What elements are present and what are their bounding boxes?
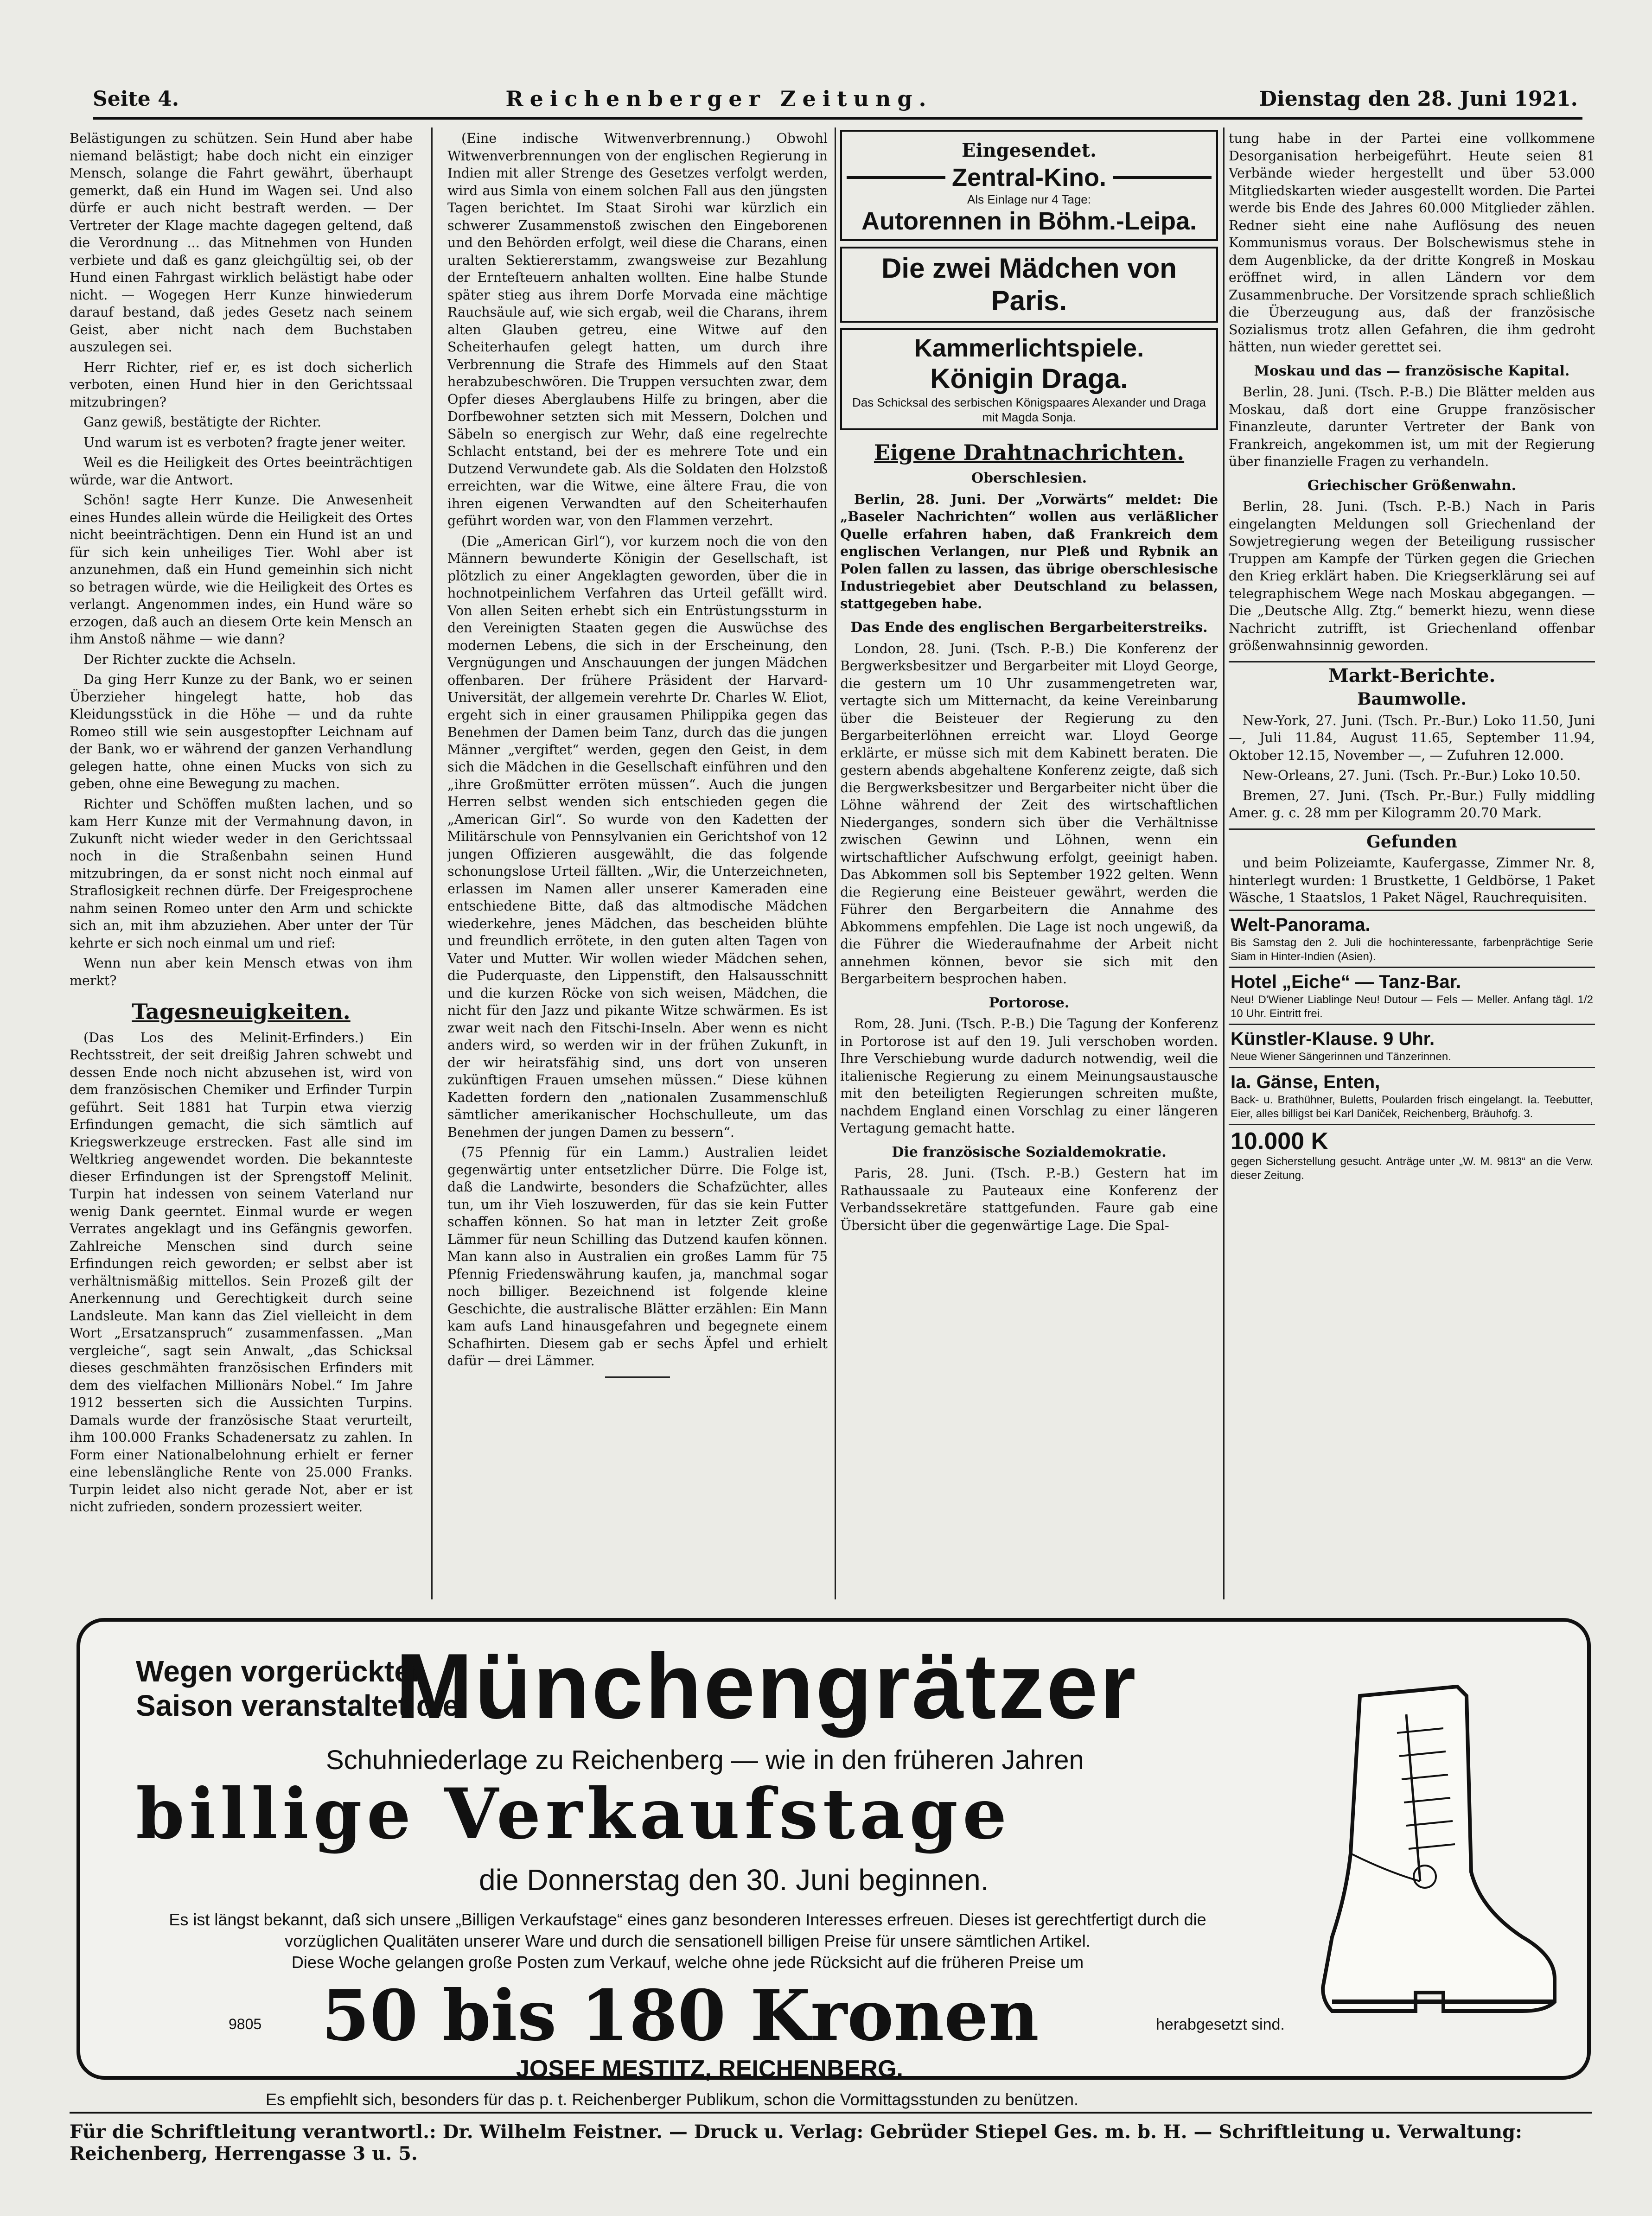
market-subtitle: Baumwolle. — [1357, 689, 1467, 709]
ad-code: 9805 — [229, 2016, 262, 2032]
film-ad — [840, 247, 1218, 323]
ad-body-text: Diese Woche gelangen große Posten zum Verkauf, welche ohne jede Rücksicht auf die früheren Preise um — [291, 1953, 1084, 1972]
small-ad-title: Hotel „Eiche“ — Tanz-Bar. — [1231, 971, 1461, 992]
small-ad — [1229, 1024, 1595, 1067]
news-item: Rom, 28. Juni. (Tsch. P.-B.) Die Tagung der Konferenz in Portorose ist auf den 19. Juli verschoben worden. Ihre Verschiebung wurde dadurch notwendig, weil die italienische Regierung zu einem Meinungsaustausche mit den beteiligten Regierungen schreiten mußte, nachdem England einen Vorschlag zu einer längeren Vertagung gemacht hatte. — [840, 1016, 1218, 1136]
small-ad-text: Neu! D'Wiener Liablinge Neu! Dutour — Fels — Meller. Anfang tägl. 1/2 10 Uhr. Eintritt frei. — [1231, 993, 1593, 1020]
news-item: Berlin, 28. Juni. (Tsch. P.-B.) Nach in Paris eingelangten Meldungen soll Griechenland der Sowjetregierung wegen der Beteiligung russischer Truppen am Kampfe der Türken gegen die Griechen den Krieg erklärt haben. Die Kriegserklärung sei auf telegraphischem Wege nach Moskau abgegangen. — Die „Deutsche Allg. Ztg.“ bemerkt hiezu, wenn diese Nachricht zutrifft, ist Griechenland offenbar größenwahnsinnig geworden. — [1229, 499, 1595, 653]
news-item: tung habe in der Partei eine vollkommene Desorganisation herbeigeführt. Heute seien 81 Verbände wieder hergestellt und über 53.000 Mitgliedskarten wieder ausgestellt worden. Die Partei werde bis Ende des Jahres 60.000 Mitglieder zählen. Redner sieht eine nahe Auflösung des neuen Kommunismus voraus. Der Bolschewismus stehe in dem Augenblicke, da der dritte Kongreß in Moskau eröffnet wird, in allen Ländern vor dem Zusammenbruche. Der Vorsitzende sprach schließlich die Überzeugung aus, daß der französische Sozialismus trotz allen Gefahren, die ihm gedroht hätten, nun wieder gerettet sei. — [1229, 131, 1595, 355]
ad-brand: Münchengrätzer — [395, 1635, 1138, 1738]
ad-intro-line: Wegen vorgerückter — [136, 1655, 422, 1688]
small-ad — [1229, 1124, 1595, 1185]
small-ad-text: Neue Wiener Sängerinnen und Tänzerinnen. — [1231, 1050, 1451, 1063]
ad-body-text: Es ist längst bekannt, daß sich unsere „Billigen Verkaufstage“ eines ganz besonderen Interesses erfreuen. Dieses ist gerechtfertigt durch die vorzüglichen Qualitäten unserer Ware und durch die sensationell billigen Preise für unsere sämtlichen Artikel. — [169, 1910, 1206, 1950]
masthead — [93, 83, 1578, 115]
small-ad-text: Back- u. Brathühner, Buletts, Poularden frisch eingelangt. Ia. Teebutter, Eier, alles billigst bei Karl Daniček, Reichenberg, Bräuhofg. 3. — [1231, 1093, 1593, 1120]
found-text: und beim Polizeiamte, Kaufergasse, Zimmer Nr. 8, hinterlegt wurden: 1 Brustkette, 1 Geldbörse, 1 Paket Wäsche, 1 Staatslos, 1 Paket Nägel, Rauchrequisiten. — [1229, 855, 1595, 905]
small-ad-title: Ia. Gänse, Enten, — [1231, 1071, 1380, 1092]
ad-date: die Donnerstag den 30. Juni beginnen. — [479, 1863, 989, 1897]
cinema-ad — [840, 130, 1218, 241]
news-item: Paris, 28. Juni. (Tsch. P.-B.) Gestern hat im Rathaussaale zu Pauteaux eine Konferenz der Verbandssekretäre stattgefunden. Faure gab eine Übersicht über die gegenwärtige Lage. Die Spal- — [840, 1165, 1218, 1233]
cinema-film: Autorennen in Böhm.-Leipa. — [861, 207, 1197, 235]
item-head: Oberschlesien. — [971, 470, 1087, 486]
item-head: Moskau und das — französische Kapital. — [1254, 363, 1570, 379]
paragraph: Der Richter zuckte die Achseln. — [83, 651, 296, 667]
small-ad — [1229, 967, 1595, 1024]
small-ad — [1229, 1067, 1595, 1124]
footer-rule — [70, 2112, 1592, 2114]
small-ad-title: 10.000 K — [1231, 1127, 1329, 1155]
news-item: Berlin, 28. Juni. Der „Vorwärts“ meldet: Die „Baseler Nachrichten“ wollen aus verläßlicher Quelle erfahren haben, daß Frankreich dem englischen Verlangen, nur Pleß und Rybnik an Polen fallen zu lassen, das übrige oberschlesische Industriegebiet aber Deutschland zu belassen, stattgegeben habe. — [840, 491, 1218, 611]
item-head: Griechischer Größenwahn. — [1307, 477, 1517, 494]
ad-header: Eingesendet. — [961, 140, 1097, 161]
imprint: Für die Schriftleitung verantwortl.: Dr. Wilhelm Feistner. — Druck u. Verlag: Gebrüder Stiepel Ges. m. b. H. — Schriftleitung u. Verwaltung: Reichenberg, Herrengasse 3 u. 5. — [70, 2121, 1522, 2165]
market-item: Bremen, 27. Juni. (Tsch. Pr.-Bur.) Fully middling Amer. g. c. 28 mm per Kilogramm 20.70 Mark. — [1229, 788, 1595, 821]
cinema-note: Als Einlage nur 4 Tage: — [967, 192, 1091, 206]
kammer-desc: Das Schicksal des serbischen Königspaares Alexander und Draga mit Magda Sonja. — [852, 395, 1206, 424]
ad-subtitle: Schuhniederlage zu Reichenberg — wie in den früheren Jahren — [326, 1745, 1084, 1775]
boot-illustration-icon — [1304, 1677, 1564, 2057]
column-divider — [835, 127, 836, 1599]
news-item: (Die „American Girl“), vor kurzem noch die von den Männern bewunderte Königin der Gesellschaft, ist plötzlich zu einer Angeklagten geworden, über die in hochnotpeinlichem Verfahren das Urteil gefällt wird. Von allen Seiten erhebt sich ein Entrüstungssturm in den Vereinigten Staaten gegen die Auswüchse des modernen Lebens, die sich in der Erscheinung, den Vergnügungen und Anschauungen der jungen Mädchen offenbaren. Der frühere Präsident der Harvard-Universität, der allgemein verehrte Dr. Charles W. Eliot, ergeht sich in einer grausamen Philippika gegen das Benehmen der Damen beim Tanz, durch das die jungen Männer „vergiftet“ werden, gegen den Geist, in dem sich die Mädchen in die Gesellschaft einführen und den „ihre Großmütter erröten müssen“. Auch die jungen Herren selbst wenden sich entschieden gegen die „American Girl“. So wurde von den Kadetten der Militärschule von Pennsylvanien ein Gerichtshof von 12 jungen Offizieren ausgewählt, die das folgende schonungslose Urteil fällten. „Wir, die Unterzeichneten, erlassen im Namen aller unserer Kameraden eine entschiedene Bitte, daß das altmodische Mädchen wiederkehre, jenes Mädchen, das bescheiden blühte und freundlich errötete, in den guten alten Tagen von Vater und Mutter. Wir wollen wieder Mädchen sehen, die Puderquaste, den Lippenstift, den Halsausschnitt und die kurzen Röcke von sich weisen, Mädchen, die nicht für den Jazz und pikante Witze schwärmen. Es ist zwar weit nach den Fitschi-Inseln. Aber wenn es nicht anders wird, so werden wir in der frühen Zukunft, in der wir heiratsfähig sind, uns dort von unseren zukünftigen Frauen umsehen müssen.“ Diese kühnen Kadetten fordern den „nationalen Zusammenschluß sämtlicher amerikanischer Hochschulleute, um das Benehmen der jungen Damen zu bessern“. — [447, 533, 828, 1140]
column-divider — [431, 127, 433, 1599]
column-3 — [840, 130, 1218, 1604]
cinema-name: Zentral-Kino. — [847, 163, 1212, 192]
column-1 — [70, 130, 413, 1604]
kammer-name: Kammerlichtspiele. — [914, 334, 1144, 362]
market-item: New-York, 27. Juni. (Tsch. Pr.-Bur.) Loko 11.50, Juni —, Juli 11.84, August 11.65, September 11.94, Oktober 12.15, November —, — Zufuhren 12.000. — [1229, 713, 1595, 763]
small-ad — [1229, 910, 1595, 967]
ad-reduced: herabgesetzt sind. — [1156, 2016, 1285, 2033]
small-ad-text: Bis Samstag den 2. Juli die hochinteressante, farbenprächtige Serie Siam in Hinter-Indien (Asien). — [1231, 936, 1593, 963]
item-head: Portorose. — [989, 994, 1070, 1011]
masthead-rule — [93, 117, 1582, 120]
paragraph: Ganz gewiß, bestätigte der Richter. — [83, 414, 321, 430]
paragraph: Da ging Herr Kunze zu der Bank, wo er seinen Überzieher hingelegt hatte, hob das Kleidungsstück in die Höhe — und da ruhte Romeo still wie sein ausgestopfter Leichnam auf der Bank, wo er während der ganzen Verhandlung gelegen hatte, ohne einen Mucks von sich zu geben, ohne eine Bewegung zu machen. — [70, 672, 413, 791]
ad-price: 50 bis 180 Kronen — [321, 1975, 1039, 2057]
news-item: (Eine indische Witwenverbrennung.) Obwohl Witwenverbrennungen von der englischen Regierung in Indien mit aller Strenge des Gesetzes verfolgt werden, wird aus Simla von einem solchen Fall aus den jüngsten Tagen berichtet. Im Staat Sirohi war kürzlich ein schwerer Zusammenstoß zwischen den Eingeborenen und den Behörden erfolgt, weil diese die Charans, einen uralten Sektiererstamm, zwangsweise zur Bezahlung der Ernteſteuern anhalten wollten. Eine halbe Stunde später stieg aus ihrem Dorfe Morvada eine mächtige Rauchsäule auf, wie sich ergab, weil die Charans, ihrem alten Glauben getreu, eine Witwe auf den Scheiterhaufen gelegt hatten, um durch ihre Verbrennung die Strafe des Himmels auf den Staat herabzubeschwören. Die Truppen versuchten zwar, dem Opfer dieses Aberglaubens Hilfe zu bringen, aber die Dorfbewohner setzten sich mit Messern, Dolchen und Säbeln so energisch zur Wehr, daß eine regelrechte Schlacht entstand, bei der es mehrere Tote und ein Dutzend Verwundete gab. Als die Soldaten den Holzstoß erreichten, war die Witwe, eine ältere Frau, die von ihren eigenen Verwandten auf den Scheiterhaufen geführt worden war, von den Flammen verzehrt. — [447, 131, 828, 529]
paragraph: Schön! sagte Herr Kunze. Die Anwesenheit eines Hundes allein würde die Heiligkeit des Ortes nicht beeinträchtigen. Denn ein Hund ist an und für sich kein unheiliges Tier. Wohl aber ist anzunehmen, daß ein Hund gemeinhin sich nicht so betragen würde, wie die Heiligkeit des Ortes es verlangt. Angenommen indes, ein Hund wäre so erzogen, daß auch an diesem Orte kein Mensch an ihm Anstoß nähme — wie dann? — [70, 492, 413, 647]
found-title: Gefunden — [1229, 828, 1595, 851]
paragraph: Weil es die Heiligkeit des Ortes beeinträchtigen würde, war die Antwort. — [70, 455, 413, 488]
end-rule — [605, 1376, 670, 1378]
news-item: (75 Pfennig für ein Lamm.) Australien leidet gegenwärtig unter entsetzlicher Dürre. Die Folge ist, daß die Landwirte, besonders die Schafzüchter, alles tun, um ihr Vieh loszuwerden, für das sie kein Futter schaffen können. So hat man in letzter Zeit große Lämmer für neun Schilling das Dutzend kaufen können. Man kann also in Australien ein großes Lamm für 75 Pfennig Friedenswährung kaufen, ja, manchmal sogar noch billiger. Bezeichnend ist folgende kleine Geschichte, die australische Blätter erzählen: Ein Mann kam aufs Land hinausgefahren und begegnete einem Schafhirten. Diesem gab er sechs Äpfel und erhielt dafür — drei Lämmer. — [447, 1145, 828, 1369]
small-ad-title: Welt-Panorama. — [1231, 914, 1371, 935]
market-title: Markt-Berichte. — [1229, 661, 1595, 685]
paragraph: Herr Richter, rief er, es ist doch sicherlich verboten, einen Hund hier in den Gerichtssaal mitzubringen? — [70, 359, 413, 410]
column-divider — [1223, 127, 1225, 1599]
section-title: Eigene Drahtnachrichten. — [874, 439, 1185, 465]
ad-footer: Es empfiehlt sich, besonders für das p. t. Reichenberger Publikum, schon die Vormittagsstunden zu benützen. — [266, 2090, 1078, 2109]
market-item: New-Orleans, 27. Juni. (Tsch. Pr.-Bur.) Loko 10.50. — [1243, 768, 1581, 783]
paragraph: Wenn nun aber kein Mensch etwas von ihm merkt? — [70, 955, 413, 988]
paper-title: Reichenberger Zeitung. — [505, 86, 933, 111]
paragraph: Und warum ist es verboten? fragte jener weiter. — [83, 434, 406, 450]
paragraph: Belästigungen zu schützen. Sein Hund aber habe niemand belästigt; habe doch nicht ein einziger Mensch, solange die Fahrt gewährt, überhaupt gemerkt, daß ein Hund im Wagen sei. Und also dürfe er auch nicht bestraft werden. — Der Vertreter der Klage machte dagegen geltend, daß die Verordnung ... das Mitnehmen von Hunden verbiete und daß es ganz gleichgültig sei, ob der Hund einen Fahrgast wirklich belästigt habe oder nicht. — Wogegen Herr Kunze hinwiederum darauf bestand, daß jedes Gesetz nach seinem Geist, aber nicht nach dem Buchstaben auszulegen sei. — [70, 131, 413, 355]
issue-date: Dienstag den 28. Juni 1921. — [1259, 87, 1578, 111]
ad-firm: JOSEF MESTITZ, REICHENBERG. — [516, 2056, 903, 2082]
item-head: Die französische Sozialdemokratie. — [892, 1144, 1167, 1160]
small-ad-title: Künstler-Klause. 9 Uhr. — [1231, 1028, 1435, 1049]
ad-intro-line: Saison veranstaltet die — [136, 1689, 459, 1722]
item-head: Das Ende des englischen Bergarbeiterstreiks. — [850, 619, 1208, 636]
kammer-ad — [840, 328, 1218, 430]
film-title: Die zwei Mädchen von Paris. — [881, 252, 1177, 316]
shoe-sale-advertisement — [77, 1618, 1591, 2109]
kammer-title: Königin Draga. — [930, 363, 1128, 394]
column-4 — [1229, 130, 1595, 1604]
ad-body — [154, 1909, 1221, 1973]
small-ad-text: gegen Sicherstellung gesucht. Anträge unter „W. M. 9813“ an die Verw. dieser Zeitung. — [1231, 1155, 1593, 1182]
ad-headline: billige Verkaufstage — [136, 1773, 1012, 1855]
news-item: (Das Los des Melinit-Erfinders.) Ein Rechtsstreit, der seit dreißig Jahren schwebt und dessen Ende noch nicht abzusehen ist, wird von dem französischen Chemiker und Erfinder Turpin geführt. Seit 1881 hat Turpin etwa vierzig Erfindungen gemacht, die sich sämtlich auf Kriegswerkzeuge erstrecken. Fast alle sind im Weltkrieg angewendet worden. Die bekannteste dieser Erfindungen ist der Sprengstoff Melinit. Turpin hat indessen von seinem Vaterland nur wenig Dank geerntet. Einmal wurde er wegen Verrates angeklagt und ins Gefängnis geworfen. Zahlreiche Menschen sind durch seine Erfindungen reich geworden; er selbst aber ist verhältnismäßig mittellos. Sein Prozeß gilt der Anerkennung und Gerechtigkeit durch seine Landsleute. Man kann das Ziel vielleicht in dem Wort „Ersatzanspruch“ zusammenfassen. „Man vergleiche“, sagt sein Anwalt, „das Schicksal dieses geschmähten französischen Erfinders mit dem des vielfachen Millionärs Nobel.“ Im Jahre 1912 besserten sich die Aussichten Turpins. Damals wurde der französische Staat verurteilt, ihm 100.000 Franks Schadenersatz zu zahlen. In Form einer Nationalbelohnung erhielt er ferner eine lebenslängliche Rente von 25.000 Franks. Turpin leidet also nicht gerade Not, aber er ist nicht zufrieden, sondern prozessiert weiter. — [70, 1030, 413, 1515]
section-title: Tagesneuigkeiten. — [132, 999, 351, 1024]
news-item: Berlin, 28. Juni. (Tsch. P.-B.) Die Blätter melden aus Moskau, daß dort eine Gruppe französischer Finanzleute, darunter Vertreter der Bank von Frankreich, angekommen ist, um mit der Regierung über finanzielle Fragen zu verhandeln. — [1229, 384, 1595, 469]
column-2 — [447, 130, 828, 1604]
news-item: London, 28. Juni. (Tsch. P.-B.) Die Konferenz der Bergwerksbesitzer und Bergarbeiter mit Lloyd George, die gestern um 10 Uhr zusammengetreten war, vertagte sich um Mitternacht, da keine Vereinbarung über die Beisteuer der Regierung zu den Bergarbeiterlöhnen erreicht war. Lloyd George erklärte, er müsse sich mit dem Kabinett beraten. Die gestern abends abgehaltene Konferenz zeigte, daß sich die Bergwerksbesitzer und Bergarbeiter nicht über die Löhne während der Zeit des wirtschaftlichen Niederganges, sondern sich über die Verhältnisse zwischen Gewinn und Löhnen, wenn ein wirtschaftlicher Aufschwung erfolgt, geeinigt haben. Das Abkommen soll bis September 1922 gelten. Wenn die Regierung eine Beisteuer gewährt, werden die Führer den Bergarbeitern die Annahme des Abkommens empfehlen. Die Lage ist noch ungewiß, da die Führer die Wiederaufnahme der Arbeit nicht annehmen können, bevor sie sich mit den Bergarbeitern besprochen haben. — [840, 641, 1218, 987]
page-number: Seite 4. — [93, 87, 179, 111]
paragraph: Richter und Schöffen mußten lachen, und so kam Herr Kunze mit der Vermahnung davon, in Zukunft nicht wieder weder in den Gerichtssaal noch in die Straßenbahn seinen Hund mitzubringen, da er sonst nicht noch einmal auf Straflosigkeit rechnen dürfe. Der Freigesprochene nahm seinen Romeo unter den Arm und schickte sich an, mit ihm abzuziehen. Aber unter der Tür kehrte er sich noch einmal um und rief: — [70, 796, 413, 951]
